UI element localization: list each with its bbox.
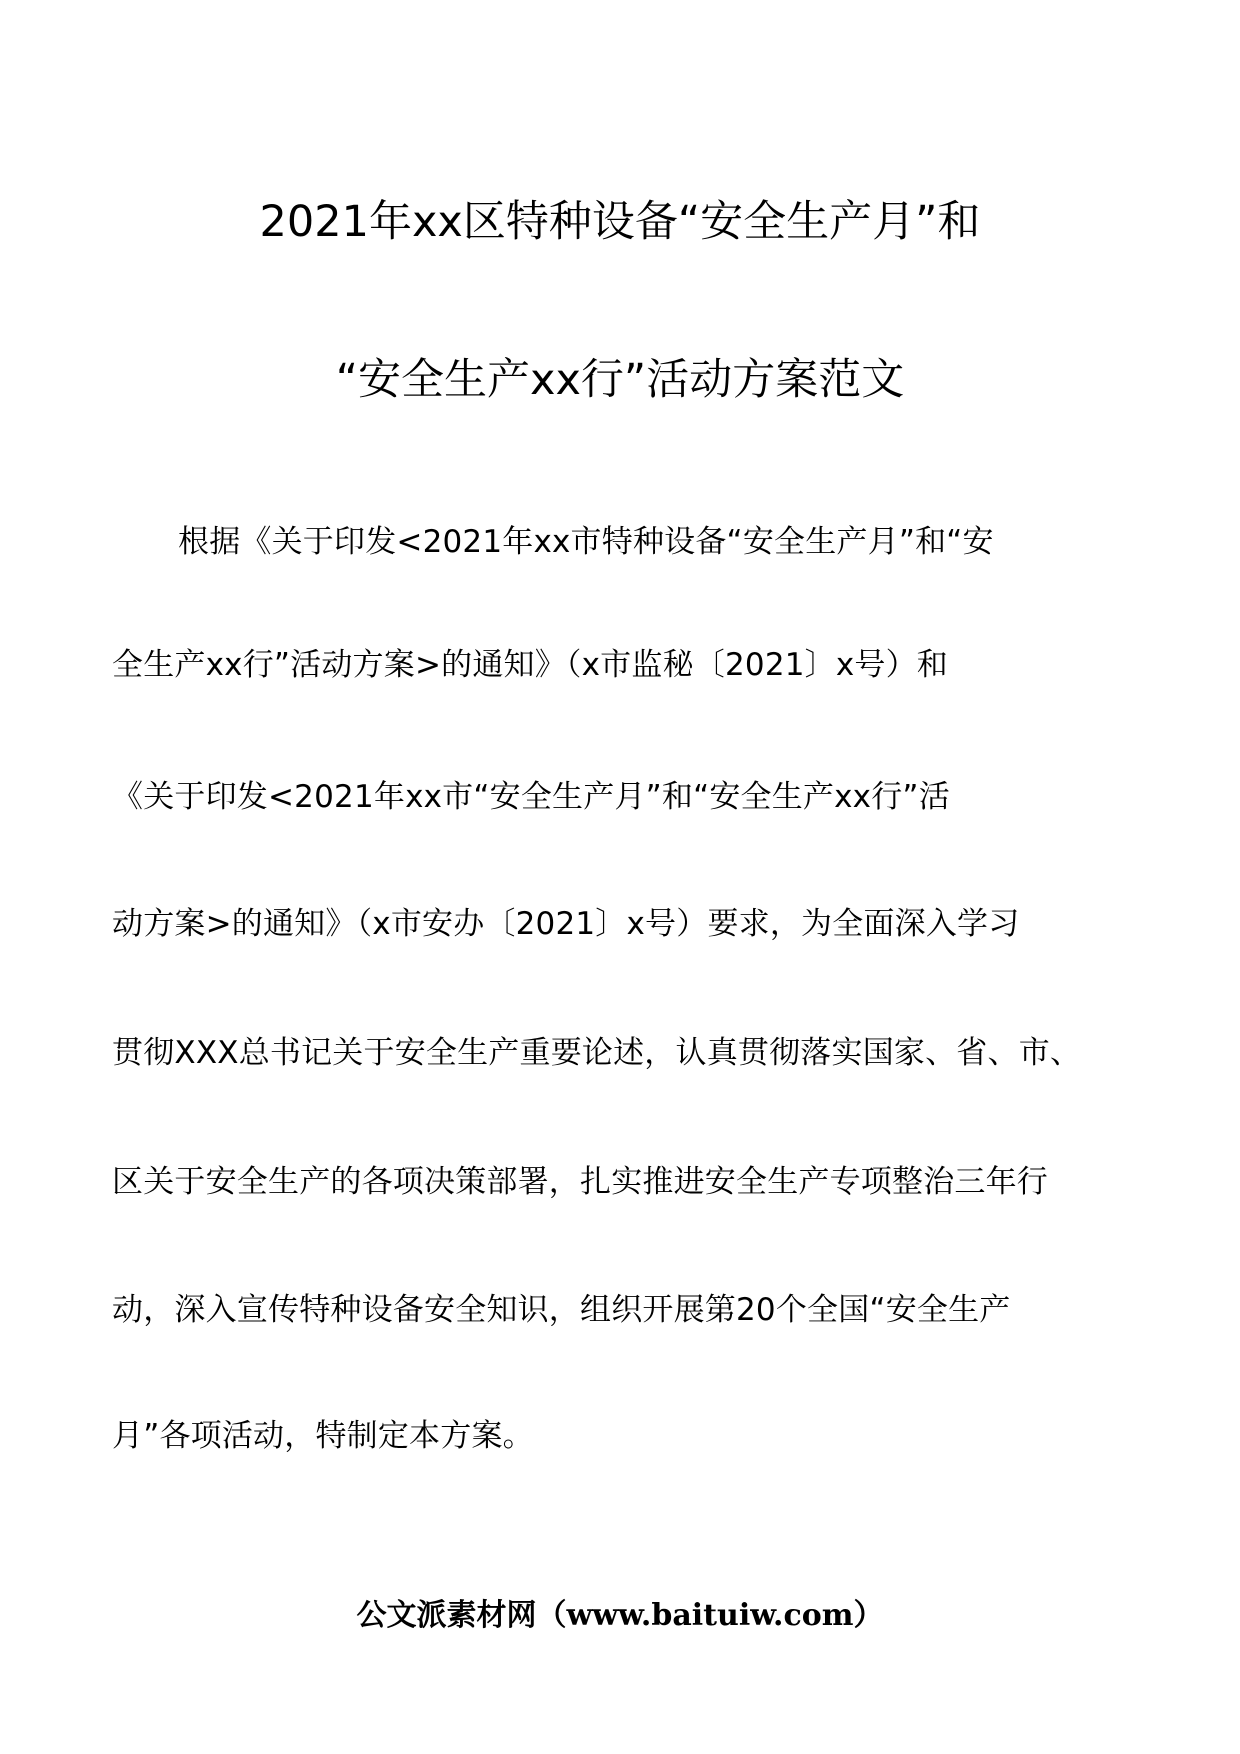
paragraph-line-4: 动方案>的通知》（x市安办〔2021〕x号）要求，为全面深入学习 xyxy=(112,906,1020,942)
paragraph-line-5: 贯彻XXX总书记关于安全生产重要论述，认真贯彻落实国家、省、市、 xyxy=(112,1035,1082,1071)
paragraph-line-8: 月”各项活动，特制定本方案。 xyxy=(112,1418,534,1454)
paragraph-line-7: 动，深入宣传特种设备安全知识，组织开展第20个全国“安全生产 xyxy=(112,1292,1011,1328)
paragraph-line-1: 根据《关于印发<2021年xx市特种设备“安全生产月”和“安 xyxy=(178,524,994,560)
document-title-line-1: 2021年xx区特种设备“安全生产月”和 xyxy=(259,197,981,247)
paragraph-line-3: 《关于印发<2021年xx市“安全生产月”和“安全生产xx行”活 xyxy=(112,779,950,815)
footer-source: 公文派素材网（www.baituiw.com） xyxy=(356,1598,884,1633)
document-title-line-2: “安全生产xx行”活动方案范文 xyxy=(335,355,905,405)
paragraph-line-2: 全生产xx行”活动方案>的通知》（x市监秘〔2021〕x号）和 xyxy=(112,647,949,683)
paragraph-line-6: 区关于安全生产的各项决策部署，扎实推进安全生产专项整治三年行 xyxy=(112,1164,1048,1200)
